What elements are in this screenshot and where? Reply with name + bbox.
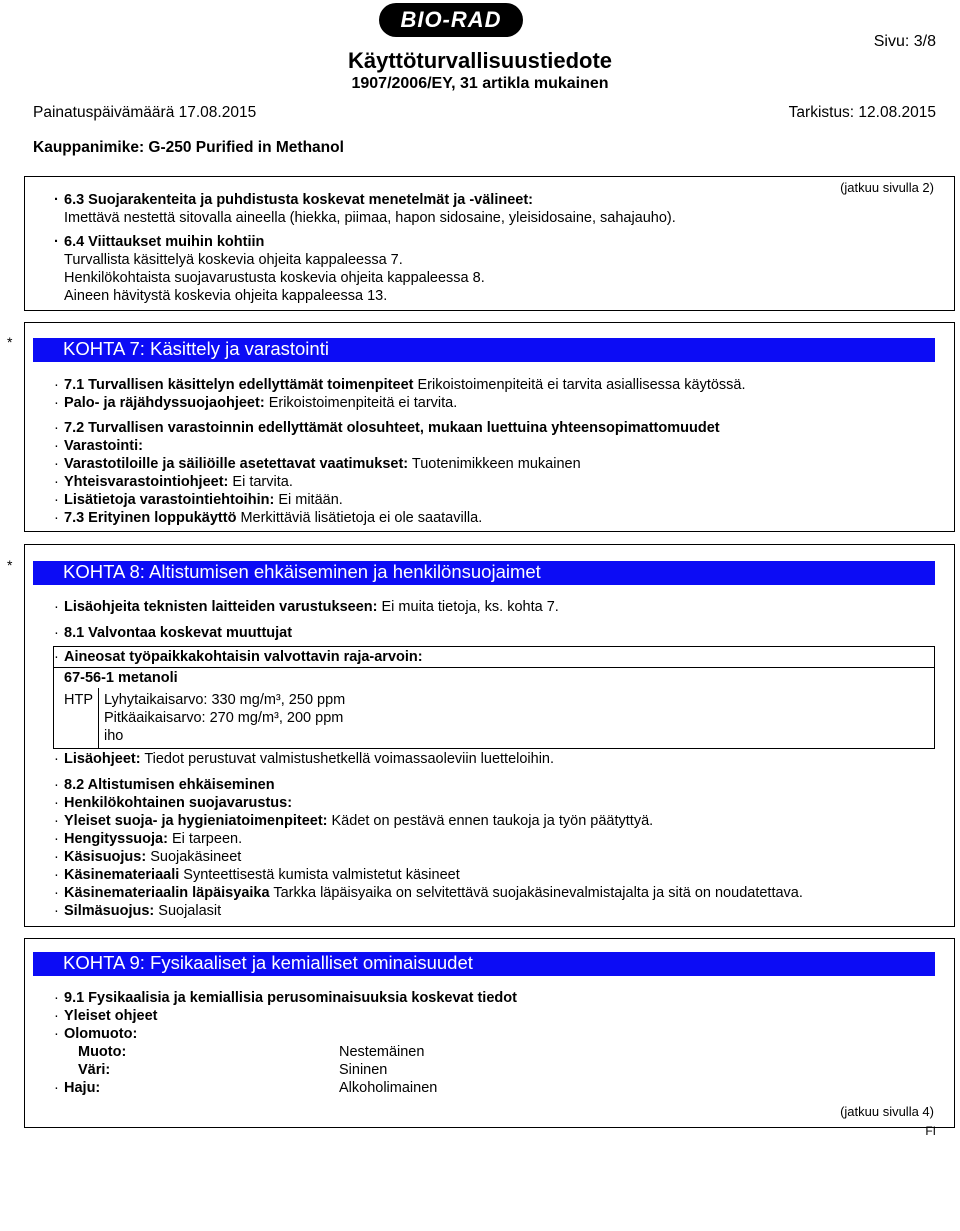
form-value: Nestemäinen (339, 1044, 425, 1060)
s64-line: Turvallista käsittelyä koskevia ohjeita kappaleessa 7. (64, 252, 403, 268)
respiratory-line: · Hengityssuoja: Ei tarpeen. (54, 831, 243, 847)
section-9-title: KOHTA 9: Fysikaaliset ja kemialliset ominaisuudet (33, 952, 935, 976)
glove-penetration-line: · Käsinemateriaalin läpäisyaika Tarkka läpäisyaika on selvitettävä suojakäsinevalmistajalta ja sitä on noudatettava. (54, 885, 803, 901)
s64-line: Aineen hävitystä koskevia ohjeita kappaleessa 13. (64, 288, 388, 304)
revision-date: Tarkistus: 12.08.2015 (788, 104, 936, 121)
continued-from: (jatkuu sivulla 2) (840, 180, 934, 195)
document-title: Käyttöturvallisuustiedote (347, 48, 613, 73)
appearance-line: · Olomuoto: (54, 1026, 138, 1042)
s64-heading: · 6.4 Viittaukset muihin kohtiin (54, 234, 265, 250)
section-8-title: KOHTA 8: Altistumisen ehkäiseminen ja henkilönsuojaimet (33, 561, 935, 585)
page-number: Sivu: 3/8 (873, 33, 936, 50)
form-label: Muoto: (78, 1044, 127, 1060)
substance-name: 67-56-1 metanoli (64, 670, 178, 686)
limit-type-divider (98, 688, 99, 749)
change-marker: * (7, 334, 13, 350)
language-code: FI (925, 1124, 936, 1138)
additional-info-line: · Lisäohjeet: Tiedot perustuvat valmistushetkellä voimassaoleviin luetteloihin. (54, 751, 555, 767)
s73-line: · 7.3 Erityinen loppukäyttö Merkittäviä lisätietoja ei ole saatavilla. (54, 510, 483, 526)
s63-heading: · 6.3 Suojarakenteita ja puhdistusta koskevat menetelmät ja -välineet: (54, 192, 534, 208)
general-info-line: · Yleiset ohjeet (54, 1008, 158, 1024)
limit-value: Lyhytaikaisarvo: 330 mg/m³, 250 ppm (104, 692, 346, 708)
section-7-title: KOHTA 7: Käsittely ja varastointi (33, 338, 935, 362)
storage-line: · Varastointi: (54, 438, 143, 454)
color-label: Väri: (78, 1062, 111, 1078)
color-value: Sininen (339, 1062, 388, 1078)
bio-rad-logo (378, 2, 524, 38)
limit-value: Pitkäaikaisarvo: 270 mg/m³, 200 ppm (104, 710, 344, 726)
table-divider (53, 667, 935, 668)
ppe-line: · Henkilökohtainen suojavarustus: (54, 795, 293, 811)
eye-protection-line: · Silmäsuojus: Suojalasit (54, 903, 222, 919)
s81-line: · 8.1 Valvontaa koskevat muuttujat (54, 625, 293, 641)
storage-info-line: · Lisätietoja varastointiehtoihin: Ei mitään. (54, 492, 343, 508)
s64-line: Henkilökohtaista suojavarustusta koskevia ohjeita kappaleessa 8. (64, 270, 485, 286)
odor-line: · Haju: (54, 1080, 101, 1096)
document-subtitle: 1907/2006/EY, 31 artikla mukainen (351, 75, 609, 92)
glove-material-line: · Käsinemateriaali Synteettisestä kumista valmistetut käsineet (54, 867, 460, 883)
s91-line: · 9.1 Fysikaalisia ja kemiallisia perusominaisuuksia koskevat tiedot (54, 990, 517, 1006)
change-marker: * (7, 557, 13, 573)
fire-protection-line: · Palo- ja räjähdyssuojaohjeet: Erikoistoimenpiteitä ei tarvita. (54, 395, 458, 411)
limit-value: iho (104, 728, 124, 744)
odor-value: Alkoholimainen (339, 1080, 438, 1096)
storage-requirements-line: · Varastotiloille ja säiliöille asetettavat vaatimukset: Tuotenimikkeen mukainen (54, 456, 581, 472)
product-name: Kauppanimike: G-250 Purified in Methanol (33, 139, 344, 156)
s72-line: · 7.2 Turvallisen varastoinnin edellyttämät olosuhteet, mukaan luettuina yhteensopimattomuudet (54, 420, 720, 436)
s71-line: · 7.1 Turvallisen käsittelyn edellyttämät toimenpiteet Erikoistoimenpiteitä ei tarvita asiallisessa käytössä. (54, 377, 746, 393)
table-heading: · Aineosat työpaikkakohtaisin valvottavin raja-arvoin: (54, 649, 423, 665)
s82-line: · 8.2 Altistumisen ehkäiseminen (54, 777, 275, 793)
joint-storage-line: · Yhteisvarastointiohjeet: Ei tarvita. (54, 474, 293, 490)
s63-text: Imettävä nestettä sitovalla aineella (hiekka, piimaa, hapon sidosaine, yleisidosaine, sahajauho). (64, 210, 676, 226)
limit-type: HTP (64, 692, 93, 708)
print-date: Painatuspäivämäärä 17.08.2015 (33, 104, 257, 121)
hand-protection-line: · Käsisuojus: Suojakäsineet (54, 849, 242, 865)
technical-equipment-line: · Lisäohjeita teknisten laitteiden varustukseen: Ei muita tietoja, ks. kohta 7. (54, 599, 559, 615)
logo-text: BIO-RAD (400, 7, 502, 32)
continued-to: (jatkuu sivulla 4) (840, 1104, 934, 1119)
hygiene-line: · Yleiset suoja- ja hygieniatoimenpiteet: Kädet on pestävä ennen taukoja ja työn päätyttyä. (54, 813, 654, 829)
